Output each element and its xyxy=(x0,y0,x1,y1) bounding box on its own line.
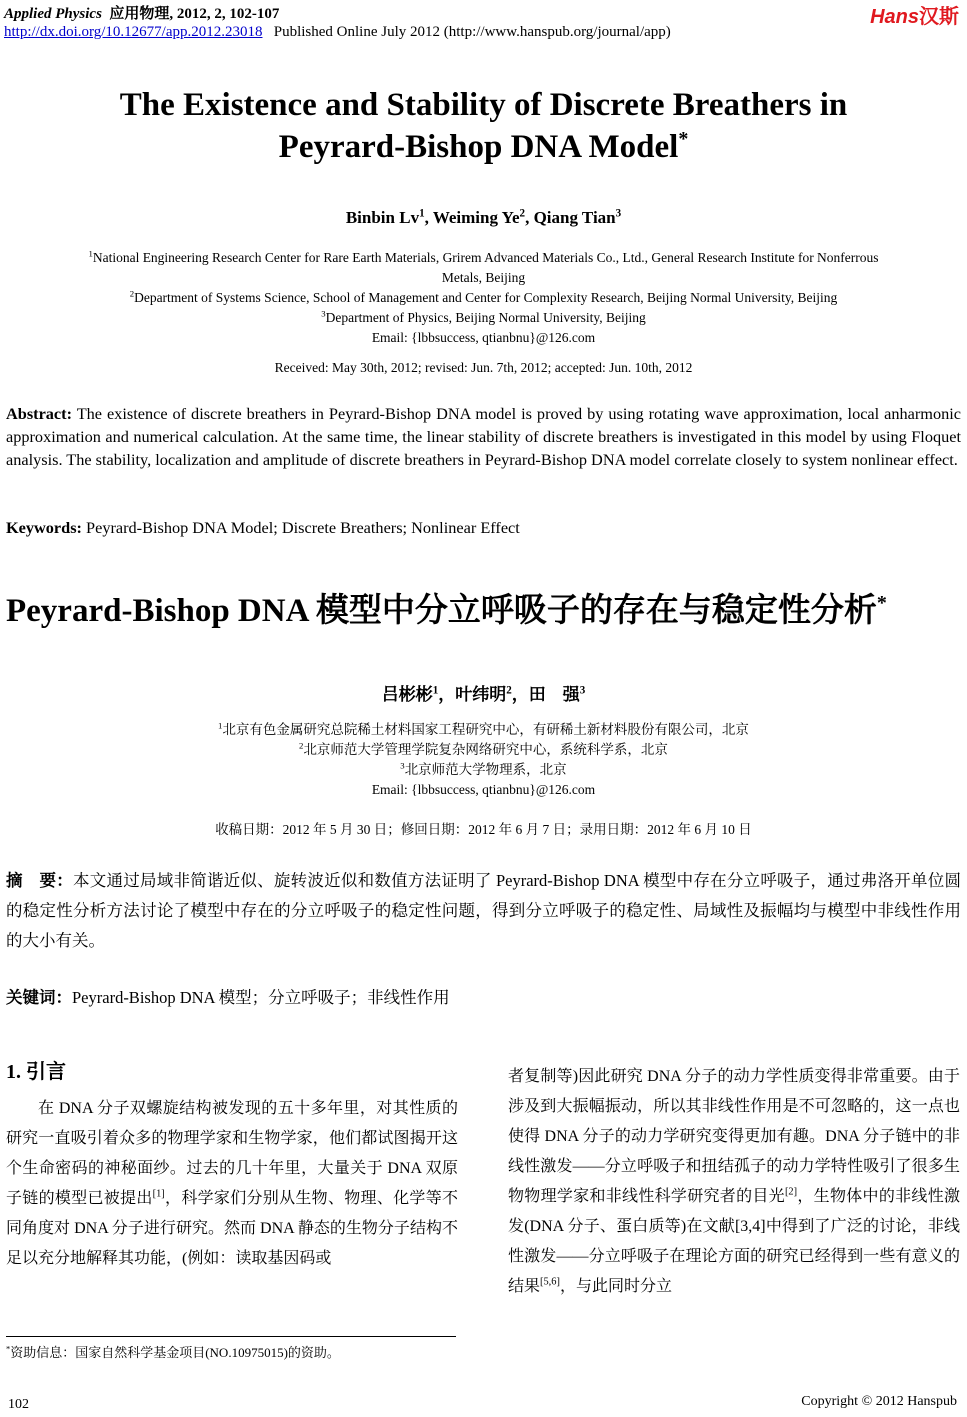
citation: [5,6] xyxy=(540,1276,560,1288)
citation: [1] xyxy=(152,1188,165,1200)
english-title xyxy=(0,84,967,168)
logo-cn: 汉斯 xyxy=(919,6,959,28)
abstract-label: 摘 要： xyxy=(6,871,73,890)
footnote-divider xyxy=(6,1336,456,1337)
title-line-1: The Existence and Stability of Discrete Breathers in xyxy=(119,87,848,123)
affiliation-3: 北京师范大学物理系，北京 xyxy=(404,762,567,777)
author-sup: 2 xyxy=(519,207,526,220)
title-line-2: Peyrard-Bishop DNA Model xyxy=(278,129,679,165)
hans-logo xyxy=(870,0,959,29)
author-sup: 2 xyxy=(506,684,512,697)
affiliation-1: 北京有色金属研究总院稀土材料国家工程研究中心，有研稀土新材料股份有限公司，北京 xyxy=(222,722,749,737)
abstract-text: The existence of discrete breathers in Peyrard-Bishop DNA model is proved by using rotating wave approximation, local anharmonic approximation and numerical calculation. At the same time, the linear stability of discrete breathers is investigated in this model by using Floquet analysis. The stability, localization and amplitude of discrete breathers in Peyrard-Bishop DNA model correlate closely to system nonlinear effect. xyxy=(6,404,962,469)
received-dates: 收稿日期：2012 年 5 月 30 日；修回日期：2012 年 6 月 7 日；录用日期：2012 年 6 月 10 日 xyxy=(215,822,752,837)
abstract-text: 本文通过局域非简谐近似、旋转波近似和数值方法证明了 Peyrard-Bishop DNA 模型中存在分立呼吸子，通过弗洛开单位圆的稳定性分析方法讨论了模型中存在的分立呼吸子的稳定性问题，得到分立呼吸子的稳定性、局域性及振幅均与模型中非线性作用的大小有关。 xyxy=(6,871,962,950)
journal-name: Applied Physics xyxy=(4,6,102,22)
text: ，科学家们分别从生物、物理、化学等不同角度对 DNA 分子进行研究。然而 DNA 静态的生物分子结构不足以充分地解释其功能，(例如：读取基因码或 xyxy=(6,1190,458,1267)
affiliation-1-cont: Metals, Beijing xyxy=(441,270,526,285)
author: Qiang Tian xyxy=(533,208,616,227)
aff-sup: 1 xyxy=(218,720,223,731)
author-sup: 1 xyxy=(419,207,425,220)
chinese-affiliations xyxy=(0,720,967,800)
english-affiliations xyxy=(0,248,967,348)
citation: [2] xyxy=(784,1186,798,1198)
affiliation-2: Department of Systems Science, School of Management and Center for Complexity Research, Beijing Normal University, Beijing xyxy=(134,290,838,305)
footnote-mark: * xyxy=(6,1343,11,1354)
left-column-paragraph xyxy=(6,1094,458,1274)
author-sup: 3 xyxy=(579,684,586,697)
text: 者复制等)因此研究 DNA 分子的动力学性质变得非常重要。由于涉及到大振幅振动，所以其非线性作用是不可忽略的，这一点也使得 DNA 分子的动力学研究变得更加有趣。DNA 分子链中的非线性激发——分立呼吸子和扭结孤子的动力学特性吸引了很多生物物理学家和非线性科学研究者的目光 xyxy=(508,1068,960,1205)
keywords-label: 关键词： xyxy=(6,988,72,1007)
aff-sup: 3 xyxy=(321,308,326,319)
keywords-text: Peyrard-Bishop DNA Model; Discrete Breathers; Nonlinear Effect xyxy=(86,518,520,537)
keywords-text: Peyrard-Bishop DNA 模型；分立呼吸子；非线性作用 xyxy=(72,988,450,1007)
english-keywords xyxy=(6,516,961,539)
english-abstract xyxy=(6,402,961,471)
aff-sup: 1 xyxy=(88,248,93,259)
email: Email: {lbbsuccess, qtianbnu}@126.com xyxy=(371,782,596,797)
author: 田 强 xyxy=(528,685,580,704)
footnote-text: 资助信息：国家自然科学基金项目(NO.10975015)的资助。 xyxy=(10,1345,340,1360)
english-authors: Binbin Lv$^1$, Weiming Ye$^2$, Qiang Tian$^3$ xyxy=(345,207,622,227)
chinese-keywords xyxy=(6,986,961,1009)
doi-link[interactable]: http://dx.doi.org/10.12677/app.2012.23018 xyxy=(4,24,263,40)
author-sup: 3 xyxy=(615,207,622,220)
doi-line xyxy=(4,24,671,41)
author: Weiming Ye xyxy=(432,208,520,227)
author: 叶纬明 xyxy=(455,685,507,704)
aff-sup: 2 xyxy=(299,740,304,751)
footnote xyxy=(6,1342,340,1361)
chinese-abstract xyxy=(6,866,961,956)
title-footnote-mark: * xyxy=(678,128,689,150)
author: Binbin Lv xyxy=(345,208,420,227)
aff-sup: 3 xyxy=(400,760,405,771)
email: Email: {lbbsuccess, qtianbnu}@126.com xyxy=(371,330,596,345)
logo-en: Hans xyxy=(870,6,919,28)
affiliation-3: Department of Physics, Beijing Normal University, Beijing xyxy=(325,310,646,325)
section-heading: 1. 引言 xyxy=(6,1061,66,1083)
journal-info: 应用物理, 2012, 2, 102-107 xyxy=(109,6,280,22)
abstract-label: Abstract: xyxy=(6,404,73,423)
chinese-authors: 吕彬彬$^1$，叶纬明$^2$，田 强$^3$ xyxy=(381,684,586,704)
affiliation-2: 北京师范大学管理学院复杂网络研究中心，系统科学系，北京 xyxy=(303,742,668,757)
published-info: Published Online July 2012 (http://www.hanspub.org/journal/app) xyxy=(273,24,671,40)
text: ，与此同时分立 xyxy=(559,1278,672,1295)
title-footnote-mark: * xyxy=(876,592,887,614)
text: 在 DNA 分子双螺旋结构被发现的五十多年里，对其性质的研究一直吸引着众多的物理学家和生物学家，他们都试图揭开这个生命密码的神秘面纱。过去的几十年里，大量关于 DNA 双原子链的模型已被提出 xyxy=(6,1100,458,1207)
keywords-label: Keywords: xyxy=(6,518,82,537)
journal-header xyxy=(4,2,279,23)
chinese-title xyxy=(6,584,887,631)
title-text: Peyrard-Bishop DNA 模型中分立呼吸子的存在与稳定性分析 xyxy=(6,593,877,629)
received-dates: Received: May 30th, 2012; revised: Jun. 7th, 2012; accepted: Jun. 10th, 2012 xyxy=(274,360,693,375)
author-sup: 1 xyxy=(432,684,439,697)
aff-sup: 2 xyxy=(129,288,135,299)
author: 吕彬彬 xyxy=(381,685,433,704)
page-number: 102 xyxy=(8,1397,29,1412)
affiliation-1: National Engineering Research Center for Rare Earth Materials, Grirem Advanced Materials Co., Ltd., General Research Institute for Nonferrous xyxy=(92,250,879,265)
text: ，生物体中的非线性激发(DNA 分子、蛋白质等)在文献[3,4]中得到了广泛的讨论，非线性激发——分立呼吸子在理论方面的研究已经得到一些有意义的结果 xyxy=(508,1188,960,1295)
right-column-paragraph xyxy=(508,1062,960,1302)
copyright: Copyright © 2012 Hanspub xyxy=(801,1394,957,1409)
